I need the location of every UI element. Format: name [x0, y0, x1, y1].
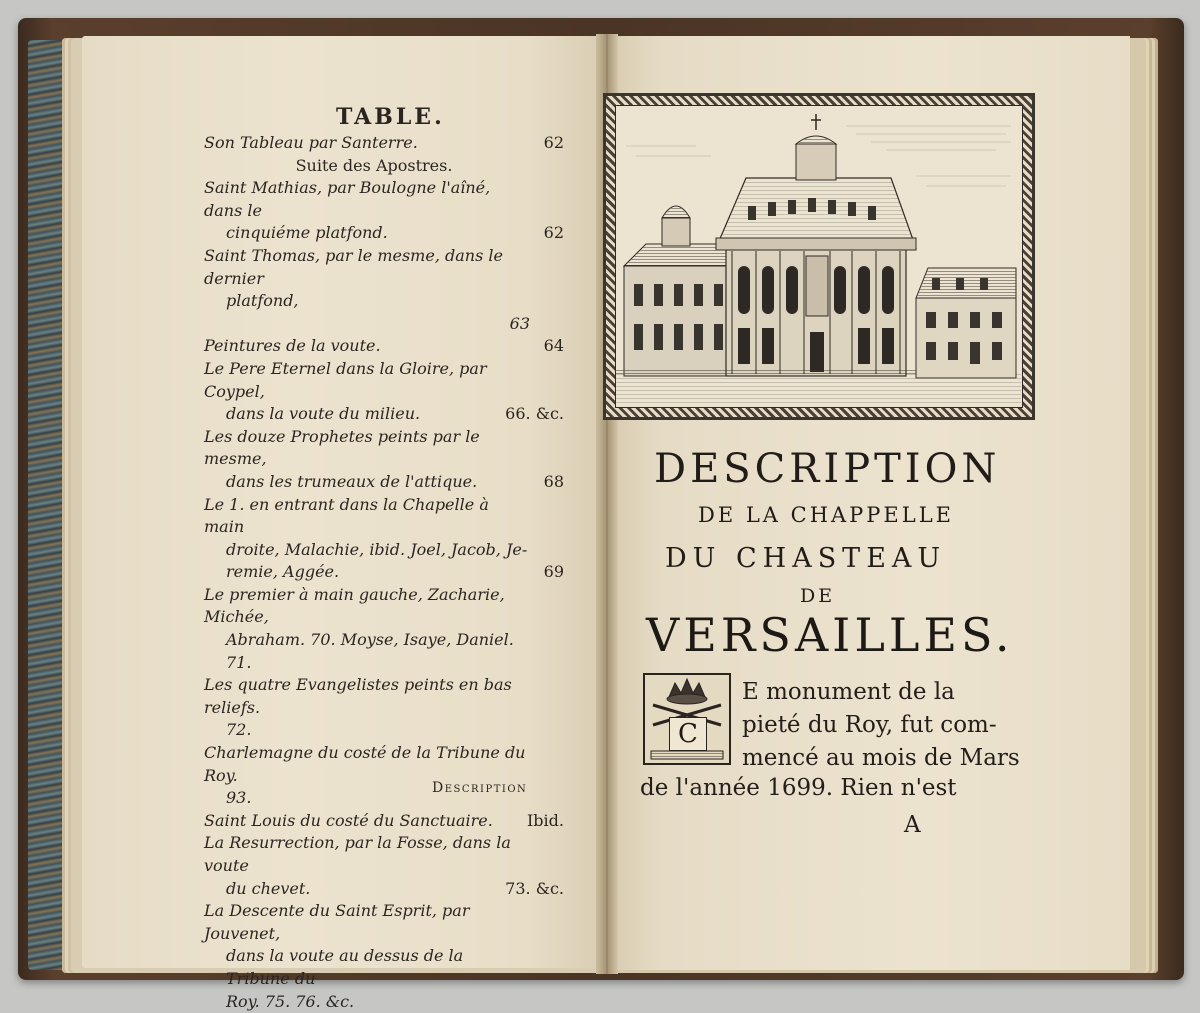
toc-page-number: 69 [543, 562, 564, 582]
toc-page-number: 63 [509, 313, 530, 333]
toc-entry: Les douze Prophetes peints par le mesme, dans les trumeaux de l'attique. 68 [204, 426, 574, 494]
title-description: DESCRIPTION [654, 446, 1001, 492]
toc-entry: Charlemagne du costé de la Tribune du Roy. 93. [204, 743, 526, 808]
toc-section-heading: Suite des Apostres. [295, 155, 453, 175]
decorated-initial [643, 673, 731, 765]
toc-entry: Le 1. en entrant dans la Chapelle à main droite, Malachie, ibid. Joel, Jacob, Je- remie, Aggée. 69 [204, 494, 574, 584]
paragraph-line: pieté du Roy, fut com- [742, 712, 997, 738]
toc-heading: TABLE. [336, 104, 445, 130]
toc-entry: Le premier à main gauche, Zacharie, Michée, Abraham. 70. Moyse, Isaye, Daniel. 71. [204, 584, 514, 672]
toc-entry: Saint Mathias, par Boulogne l'aîné, dans le cinquiéme platfond. 62 [204, 177, 574, 245]
signature-mark: A [904, 812, 921, 838]
catchword: Description [432, 780, 528, 796]
chapel-engraving [603, 93, 1035, 420]
toc-entry: La Descente du Saint Esprit, par Jouvenet, dans la voute au dessus de la Tribune du Roy. 75. 76. &c. [204, 901, 470, 1011]
toc-entry: Les quatre Evangelistes peints en bas reliefs. 72. [204, 675, 512, 740]
title-subline-de: DE [800, 585, 836, 607]
chapel-illustration [616, 106, 1021, 406]
toc-page-number: 66. &c. [505, 404, 564, 424]
paragraph-line: de l'année 1699. Rien n'est [640, 775, 957, 801]
toc-entry: Saint Thomas, par le mesme, dans le dernier platfond, 63 [204, 245, 574, 335]
engraving-image [615, 105, 1023, 408]
toc-entry: La Resurrection, par la Fosse, dans la voute du chevet. 73. &c. [204, 832, 574, 900]
title-subline-chasteau: DU CHASTEAU [665, 543, 947, 574]
toc-entry: Saint Louis du costé du Sanctuaire. Ibid. [204, 810, 574, 833]
toc-entry: Peintures de la voute. 64 [204, 335, 574, 358]
paragraph-line: mencé au mois de Mars [742, 745, 1020, 771]
toc-page-number: 62 [543, 223, 564, 243]
toc-entry: Son Tableau par Santerre. 62 [204, 132, 574, 155]
title-subline-chappelle: DE LA CHAPPELLE [698, 503, 954, 527]
paragraph-line: E monument de la [742, 679, 955, 705]
title-versailles: VERSAILLES. [646, 608, 1014, 662]
initial-letter: C [669, 717, 707, 751]
opening-paragraph [742, 676, 1022, 775]
toc-page-number: Ibid. [526, 810, 564, 830]
toc-page-number: 62 [543, 133, 564, 152]
toc-page-number: 64 [543, 336, 564, 356]
toc-page-number: 68 [543, 471, 564, 491]
toc-entry: Le Pere Eternel dans la Gloire, par Coypel, dans la voute du milieu. 66. &c. [204, 358, 574, 426]
toc-page-number: 73. &c. [505, 878, 564, 898]
toc-list [204, 132, 574, 1013]
